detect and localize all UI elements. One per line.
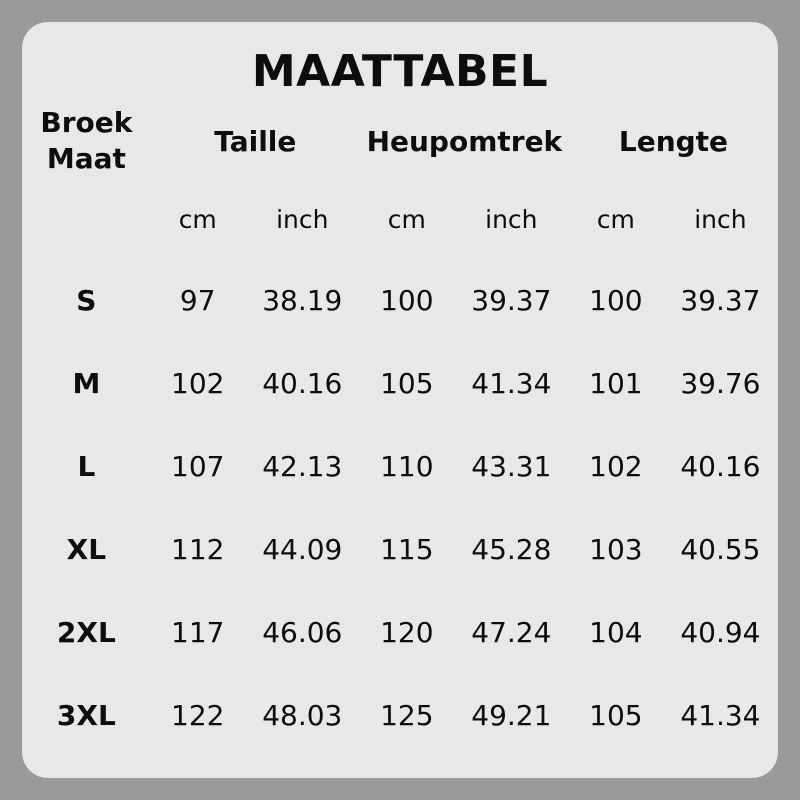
row-length-inch: 39.76 — [680, 367, 761, 400]
row-size: L — [77, 450, 96, 483]
table-row — [22, 425, 778, 508]
row-hip-cm: 115 — [380, 533, 434, 566]
unit-header-row — [22, 179, 778, 259]
row-length-inch: 40.94 — [680, 616, 761, 649]
row-waist-cm: 112 — [171, 533, 225, 566]
row-hip-inch: 45.28 — [471, 533, 552, 566]
row-hip-cm: 125 — [380, 699, 434, 732]
row-waist-cm: 122 — [171, 699, 225, 732]
row-length-inch: 39.37 — [680, 284, 761, 317]
unit-waist-inch: inch — [276, 204, 329, 234]
row-size: XL — [66, 533, 107, 566]
row-size: S — [76, 284, 97, 317]
unit-length-inch: inch — [694, 204, 747, 234]
row-waist-inch: 46.06 — [262, 616, 343, 649]
row-size: M — [72, 367, 101, 400]
row-waist-inch: 44.09 — [262, 533, 343, 566]
row-length-cm: 101 — [589, 367, 643, 400]
row-length-cm: 100 — [589, 284, 643, 317]
unit-hip-inch: inch — [485, 204, 538, 234]
size-column-header — [22, 103, 151, 179]
table-header-row — [22, 103, 778, 179]
group-header-hip: Heupomtrek — [366, 124, 563, 158]
row-size: 2XL — [56, 616, 116, 649]
table-row — [22, 674, 778, 757]
group-header-length: Lengte — [618, 124, 729, 158]
row-hip-inch: 39.37 — [471, 284, 552, 317]
size-table — [22, 103, 778, 757]
page-title: MAATTABEL — [251, 46, 549, 97]
row-hip-cm: 105 — [380, 367, 434, 400]
unit-hip-cm: cm — [387, 204, 426, 234]
table-row — [22, 259, 778, 342]
size-column-header-line2: Maat — [46, 142, 126, 175]
row-waist-inch: 48.03 — [262, 699, 343, 732]
table-row — [22, 591, 778, 674]
row-hip-inch: 49.21 — [471, 699, 552, 732]
row-hip-cm: 120 — [380, 616, 434, 649]
row-waist-inch: 40.16 — [262, 367, 343, 400]
row-waist-cm: 97 — [179, 284, 216, 317]
row-length-cm: 103 — [589, 533, 643, 566]
row-hip-inch: 47.24 — [471, 616, 552, 649]
unit-length-cm: cm — [596, 204, 635, 234]
row-size: 3XL — [56, 699, 116, 732]
table-row — [22, 508, 778, 591]
unit-waist-cm: cm — [178, 204, 217, 234]
row-waist-cm: 117 — [171, 616, 225, 649]
row-hip-inch: 43.31 — [471, 450, 552, 483]
group-header-waist: Taille — [214, 124, 297, 158]
row-length-cm: 102 — [589, 450, 643, 483]
unit-spacer — [22, 179, 151, 259]
row-length-cm: 105 — [589, 699, 643, 732]
row-length-inch: 40.16 — [680, 450, 761, 483]
size-column-header-line1: Broek — [40, 106, 133, 140]
row-hip-cm: 110 — [380, 450, 434, 483]
size-chart-card — [22, 22, 778, 778]
row-length-cm: 104 — [589, 616, 643, 649]
table-row — [22, 342, 778, 425]
row-hip-inch: 41.34 — [471, 367, 552, 400]
row-waist-inch: 42.13 — [262, 450, 343, 483]
row-hip-cm: 100 — [380, 284, 434, 317]
row-length-inch: 41.34 — [680, 699, 761, 732]
row-waist-cm: 107 — [171, 450, 225, 483]
row-waist-inch: 38.19 — [262, 284, 343, 317]
row-waist-cm: 102 — [171, 367, 225, 400]
row-length-inch: 40.55 — [680, 533, 761, 566]
